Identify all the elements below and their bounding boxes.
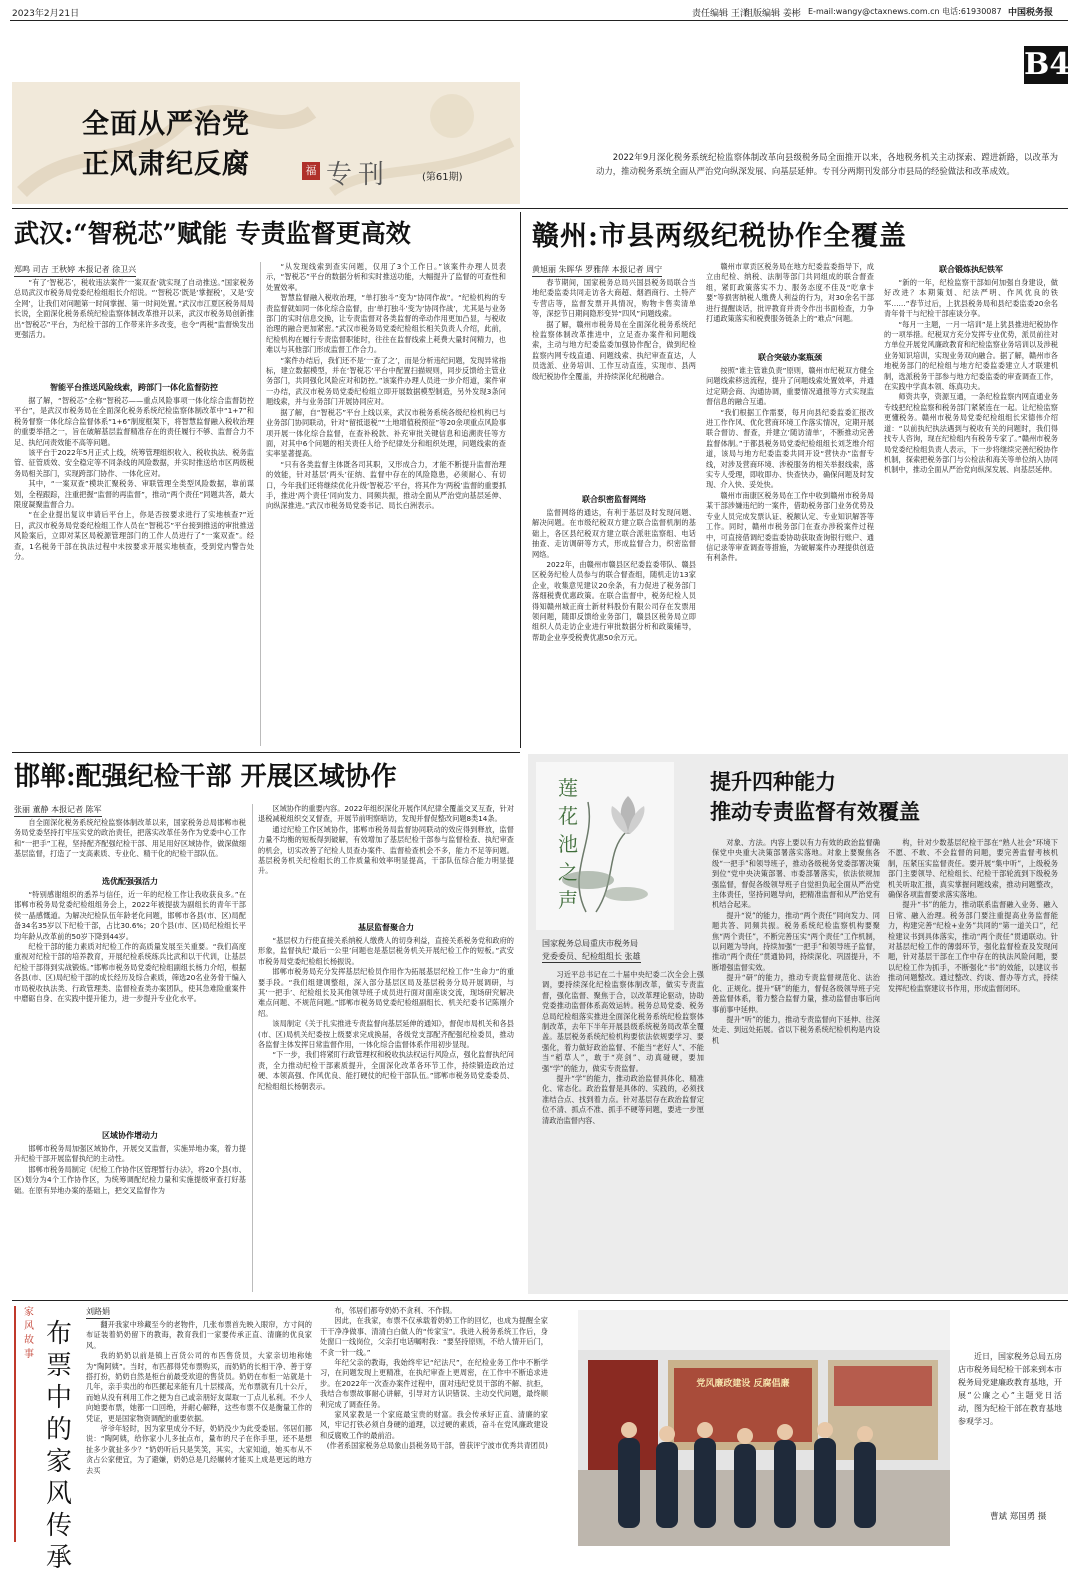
contact-info: E-mail:wangy@ctaxnews.com.cn 电话:61930087	[808, 7, 1002, 16]
wuhan-byline: 郑鸣 司吉 王秋婷 本报记者 徐卫兴	[14, 264, 136, 277]
ganzhou-headline: 赣州:市县两级纪税协作全覆盖	[532, 221, 907, 252]
handan-text-2	[14, 890, 246, 1126]
responsible-editor: 责任编辑 王洋	[692, 9, 749, 19]
paragraph: 年纪父亲的教诲，我始终牢记“纪法尺”，在纪检业务工作中不断学习，在问题发现上更精准，在执纪审查上更周密，在工作中不断追求进步。在2022年一次查办案件过程中，面对违纪党员干部的不解、抗拒，我结合布票故事耐心讲解，引导对方认识错误、主动交代问题，最终顺利完成了调查任务。	[320, 1358, 548, 1409]
issue-date: 2023年2月21日	[12, 9, 80, 19]
paragraph: 提升“学”的能力，推动政治监督具体化、精准化、常态化。政治监督是具体的、实践的，必须找准结合点、找到着力点。针对基层存在政治监督定位不清、抓点不准、抓手不硬等问题，要进一步厘清政治监督内容、	[542, 1074, 704, 1125]
banner-rule	[12, 208, 1068, 209]
page-number-badge: B4	[1024, 47, 1071, 82]
ganzhou-subhead-2: 联合突破办案瓶颈	[758, 353, 822, 362]
seal-stamp: 福	[302, 162, 320, 180]
ganzhou-subhead-3: 联合锻炼执纪铁军	[939, 265, 1003, 274]
paragraph: 赣州市章贡区税务局在地方纪委监委指导下，成立由纪检、纳税、法制等部门共同组成的联合督查组，紧盯政策落实不力、服务态度不佳及“吃拿卡要”等损害纳税人缴费人利益的行为，对30余名干部进行提醒谈话，批评教育并责令作出书面检查，力争打通政策落实和税费服务链条上的“难点”问题。	[706, 262, 874, 324]
family-text-1	[86, 1320, 312, 1546]
wuhan-headline: 武汉:“智税芯”赋能 专责监督更高效	[14, 219, 411, 248]
paragraph: 近日，国家税务总局五房店市税务局纪检干部来到本市税务局党建廉政教育基地，开展“公廉之心”主题党日活动，图为纪检干部在教育基地参观学习。	[958, 1352, 1062, 1426]
lotus-title-1: 提升四种能力	[710, 769, 836, 794]
special-label: 专刊	[326, 160, 391, 190]
lotus-icon	[536, 762, 674, 930]
paragraph: 该局制定《关于扎实推进专责监督向基层延伸的通知》，督促市局机关和各县(市、区)局机关纪委按上级要求完成换届，各级党支部配齐配强纪检委员，推动各监督主体发挥日常监督作用，一体化综合监督体系作用初步显现。	[258, 1019, 514, 1050]
ganzhou-byline: 黄旭丽 朱晖华 罗雅萍 本报记者 周宁	[532, 264, 662, 277]
paragraph: 爷爷年轻时，因为家里成分不好，奶奶没少为此受委屈。邻居们都说：“陶阿姨，给你家小儿多扯点布，量布的尺子在你手里，还不是想扯多少就扯多少？”奶奶听后只是笑笑，其实，大家知道，她买布从不贪占公家便宜，为了避嫌，奶奶总是几经辗转才能买上成是更远的地方去买	[86, 1424, 312, 1475]
paragraph: 春节期间，国家税务总局兴国县税务局联合当地纪委监委共同走访各大商超、烟酒商行、土特产专营店等，监督发票开具情况，购物卡售卖清单等，深挖节日期间隐形变异“四风”问题线索。	[532, 278, 696, 319]
paragraph: 提升“书”的能力，推动联系监督融入业务、融入日常、融入治理。税务部门要注重提高业务监督能力，构建完善“纪检+业务”共同的“第一道关口”，纪检建议书到具体落实，推动“两个责任”贯通联动。针对基层纪检工作的薄弱环节，强化监督检查及发现问题，针对基层干部在工作中存在的执法风险问题，要以纪检工作为抓手，不断强化“书”的效能，以建议书推动问题整改。通过整改、约谈、督办等方式，持续发挥纪检监察建议书作用，形成监督闭环。	[888, 900, 1058, 993]
handan-column-rule	[252, 804, 253, 1292]
ganzhou-subhead-1: 联合织密监督网络	[582, 495, 646, 504]
paragraph: 纪检干部的能力素质对纪检工作的高质量发展至关重要。“我们高度重视对纪检干部的培养教育，开展纪检系统练兵比武和以干代训，让基层纪检干部得到实战锻炼。”邯郸市税务局党委纪检组副组长杨力介绍，根据各县(市、区)局纪检干部的成长经历及综合素质，筛选20名业务骨干编入市局税收执法类、行政管理类、监督检查类办案团队，使其急难险重案件中磨砺自身、在实践中提升能力，进一步提升专业化水平。	[14, 942, 246, 1004]
wuhan-subhead-1: 智能平台推送风险线索，跨部门一体化监督防控	[50, 383, 218, 392]
paragraph: 翻开我家中珍藏至今的老物件，几张布票首先映入眼帘，方寸间的布证装着奶奶留下的教诲，教育我们一家要传承正直、清廉的优良家风。	[86, 1320, 312, 1350]
paragraph: 区域协作的重要内容。2022年组织深化开展作风纪律全覆盖交叉互查，针对退税减税组织交叉督查，开展节前明察暗访，发现并督促整改问题8类14条。	[258, 804, 514, 824]
paragraph: 布，邻居们都夸奶奶不贪利、不作假。	[334, 1306, 457, 1315]
lotus-text-2	[712, 838, 880, 1288]
family-author: 刘路娟	[86, 1306, 110, 1319]
handan-text-3	[14, 1144, 246, 1294]
lotus-logo-area	[536, 762, 674, 930]
paragraph: “特别感谢组织的悉养与信任，近一年的纪检工作让我收获良多。”在邯郸市税务局党委纪检组组务会上，2022年被提拔为副组长的青年干部侯一晶感慨道。为解决纪检队伍年龄老化问题，邯郸市各县(市、区)局配备34名35岁以下纪检干部，占比30.6%；20个县(市、区)局纪检组长平均年龄从改革前的50岁下降到44岁。	[14, 890, 246, 941]
paragraph: 家风家教是一个家庭最宝贵的财富。我会传承好正直、清廉的家风，牢记打铁必须自身硬的道理，以过硬的素质，奋斗在党风廉政建设和反腐败工作的最前沿。	[320, 1410, 548, 1440]
ganzhou-text-4	[706, 366, 874, 748]
handan-byline: 张丽 董静 本报记者 陈军	[14, 804, 102, 817]
paragraph: “只有各类监督主体既各司其职，又形成合力，才能不断提升监督治理的效能，针对基层‘两头’征纳、监督中存在的风险隐患，必须耐心、有切口，今年我们还将继续优化升级‘智税芯’平台，将其作为‘两税’监督的重要抓手，推进‘两个责任’同向发力、同频共振，推动全面从严治党向基层延伸、向纵深推进。”武汉市税务局党委书记、局长白洲表示。	[266, 459, 506, 511]
paragraph: “在企业提出复议申请后平台上，你是否按要求进行了实地核查?”近日，武汉市税务局党委纪检组工作人员在“智税芯”平台接到推送的审批推送风险案后，立即对某区局税源管理部门的工作人员进行了“一案双查”。经查，1名税务干部在执法过程中未按要求开展实地核查，受到党内警告处分。	[14, 510, 254, 562]
bottom-rule	[12, 1300, 1068, 1301]
paragraph: 提升“听”的能力，推动专责监督向下延伸、往深处走、到远处拓展。省以下税务系统纪检机构是内设机	[712, 1014, 880, 1045]
photo-credit: 曹斌 郑国勇 摄	[990, 1512, 1047, 1522]
photo-illustration	[578, 1310, 950, 1546]
layout-editor: 组版编辑 姜彬	[744, 9, 801, 19]
handan-subhead-3: 基层监督聚合力	[358, 923, 414, 932]
paragraph: 习近平总书记在二十届中央纪委二次全会上强调，要持续深化纪检监察体制改革，做实专责监督，强化监督、聚焦于合，以改革理论驱动，协助党委推动监督体系高效运转。税务总局党委、税务总局纪检组落实推进全面深化税务系统纪检监察体制改革，去年下半年开展县级系统税务局改革全覆盖。基层税务系统纪检机构要依法依规要学习、要强化，着力做好政治监督、不能当“老好人”、不能当“稻草人”，敢于“亮剑”、动真碰硬，要加强“学”的能力，做实专责监督。	[542, 970, 704, 1073]
paragraph: 据了解，赣州市税务局在全面深化税务系统纪检监察体制改革推进中，立足查办案件和问题线索，主动与地方纪委监委加强协作配合，做到纪检监察内网专线直通、问题线索、执纪审查直达，人员选派、业务培训、工作互动直连，实现市、县两级纪税协作全覆盖，并持续深化纪税融合。	[532, 319, 696, 381]
special-banner	[12, 82, 520, 204]
lotus-text-3	[888, 838, 1058, 1288]
wuhan-column-rule	[260, 262, 261, 746]
paragraph: 据了解，“智税芯”全称“智税芯——重点风险事项一体化综合监督防控平台”，是武汉市税务局在全面深化税务系统纪检监察体制改革中“1+7”和税务督察一体化综合监督体系“1+6”制度框架下，将智慧监督融入税收治理的重要举措之一，旨在破解基层监督精准存在的责任履行不够、监督合力不足、执纪问责效能不高等问题。	[14, 396, 254, 447]
paragraph: 该平台于2022年5月正式上线，统筹管理组织收入、税收执法、税务监管、征管质效、安全稳定等不同条线的风险数据，并实时推送给市区两级税务局相关部门，实现跨部门协作、一体化应对。	[14, 448, 254, 478]
paragraph: 其中，“一案双查”模块汇聚税务、审联管理全类型风险数据，靠前谋划，全程跟踪，注重把握“监督的再监督”，推动“两个责任”同题共答，最大限度凝聚监督合力。	[14, 479, 254, 510]
paragraph: 自全面深化税务系统纪检监察体制改革以来，国家税务总局邯郸市税务局党委坚持打牢压实党的政治责任，把落实改革任务作为党委中心工作和“一把手”工程，坚持配齐配强纪检干部、用足用好区域协作，做深做细基层监督，打造了一支高素质、专业化、精干化的纪检干部队伍。	[14, 818, 246, 859]
handan-subhead-2: 区域协作增动力	[102, 1131, 158, 1140]
handan-text-5	[258, 936, 514, 1292]
ganzhou-text-3	[706, 262, 874, 348]
paragraph: “我们根据工作需要，每月向县纪委监委汇报改进工作作风、优化营商环境工作落实情况，定期开展联合督访、督查，并建立‘随访清单’，不断推动完善监督体制。”于都县税务局党委纪检组组长刘芝维介绍道，该局与地方纪委监委共同开设“营快办”监督专线，对涉及营商环境、涉税服务的相关举报线索，落实专人受理，即收即办、快查快办，确保问题及时发现、介入快、妥处快。	[706, 407, 874, 490]
lotus-text-1	[542, 970, 704, 1288]
banner-title-1: 全面从严治党	[82, 109, 250, 140]
family-title: 布票中的家风传承	[45, 1319, 72, 1573]
wuhan-text-3	[266, 262, 506, 748]
news-photo	[578, 1310, 950, 1546]
paragraph: “下一步，我们将紧盯行政管理权和税收执法权运行风险点，强化监督执纪问责，全力推动纪检干部素质提升，全面深化改革各环节工作，持续锻造政治过硬、本领高强、作风优良、能打硬仗的纪检干部队伍。”邯郸市税务局党委委员、纪检组组长杨朝表示。	[258, 1050, 514, 1091]
paragraph: 赣州市南康区税务局在工作中收到赣州市税务局某干部涉嫌违纪的一案件，借助税务部门业务优势及专业人员完成发票认证、税额认定、专业知识解答等工作。同时，赣州市税务部门在查办涉税案件过程中，可直接借调纪委监委协助获取查询银行账户、通信记录等审查调查等措施，为破解案件办理提供创造有利条件。	[706, 490, 874, 563]
handan-subhead-1: 选优配强强活力	[102, 877, 158, 886]
paragraph: 2022年，由赣州市赣县区纪委监委带队、赣县区税务纪检人员参与的联合督查组，随机走访13家企业，收集意见建议20余条，有力促进了税务部门落细税费优惠政策。在联合监督中，税务纪检人员得知赣州城正商士新材料股份有限公司存在发票用领问题，随即反馈给业务部门，赣县区税务局立即组织人员走访企业进行审批数据分析和政策辅导，帮助企业享受税费优惠50余万元。	[532, 560, 696, 642]
paragraph: 智慧监督融入税收治理，“单打独斗”变为“协同作战”。“纪检机构的专责监督就如同一体化综合监督，由‘单打独斗’变为‘协同作战’，尤其是与业务部门的实时信息交换，让专责监督对各类监督的牵动作用更加凸显，与税收治理的融合更加紧密。”武汉市税务局党委纪检组长相关负责人介绍，此前，纪检机构在履行专责监督职能时，往往在监督线索上耗费大量时间精力，也难以与其他部门形成监督工作合力。	[266, 293, 506, 355]
lotus-column-name: 莲花池之声	[558, 776, 578, 912]
paragraph: 师资共享，资源互通，一条纪检监察内网直通业务专线把纪检监察和税务部门紧紧连在一起。让纪检监察更懂税务。赣州市税务局党委纪检组组长宋德伟介绍道：“以前执纪执法遇到与税收有关的问题时，我们得找专人咨询，现在纪检组内有税务专家了。”赣州市税务局党委纪检组负责人表示，下一步将继续完善纪税协作机制，探索把税务部门与公检法和海关等单位纳入协同机制中，推动全面从严治党向纵深发展、向基层延伸。	[884, 392, 1058, 475]
mid-rule-left	[12, 752, 520, 753]
paragraph: “案件办结后，我们还不是‘一查了之’，而是分析违纪问题，发现异常指标，建立数据模型，并在‘智税芯’平台中配置扫描规则，同步反馈给主管业务部门，共同强化风险应对和防控。”该案件办理人员进一步介绍道，案件审一办结，武汉市税务局党委纪检组立即开展数据模型制造，另外发现3条问题线索，并与业务部门开展协同应对。	[266, 355, 506, 407]
ganzhou-text-2	[532, 508, 696, 748]
handan-text-1	[14, 818, 246, 872]
handan-headline: 邯郸:配强纪检干部 开展区域协作	[14, 762, 397, 792]
center-rule-top	[520, 212, 521, 748]
paragraph: 提升“研”的能力，推动专责监督规范化、法治化、正规化。提升“研”的能力，督促各级领导班子完善监督体系，着力整合监督力量，推动监督由事后向事前事中延伸。	[712, 973, 880, 1014]
lotus-author-org: 国家税务总局重庆市税务局	[542, 939, 638, 948]
banner-title-2: 正风肃纪反腐	[82, 149, 250, 180]
paragraph: 据了解，自“智税芯”平台上线以来，武汉市税务系统各级纪检机构已与业务部门协同联动，针对“留抵退税”“土地增值税预征”等20余项重点风险事项开展一体化综合监督，在查补税款、补充审批关键信息和追溯责任等方面，对其中6个问题的相关责任人给予纪律处分和组织处理，问题线索的查实率显著提高。	[266, 407, 506, 459]
paragraph: 通过纪检工作区域协作，邯郸市税务局监督协同联动的效应得到释放，监督力量不均衡的短板得到破解，有效增加了基层纪检干部参与监督检查、执纪审查的机会，切实改善了纪检人员查办案件、监督检查机会不多，能力不足等问题。基层税务机关纪检组长的工作质量和效率明显提高，干部队伍综合能力明显提升。	[258, 824, 514, 876]
paragraph: “从发现线索到查实问题，仅用了3个工作日。”该案件办理人员表示，“智税芯”平台的数据分析和实时推送功能，大幅提升了监督的可查性和处置效率。	[266, 262, 506, 292]
paragraph: 我的奶奶以前是镇上百货公司的布匹售货员，大家亲切地称她为“陶阿姨”。当时，布匹都得凭布票购买，而奶奶的长相干净、善于穿搭打扮，奶奶自然是柜台前最受欢迎的售货员。奶奶在布柜一站就是十几年，亲手卖出的布匹摞起来能有几十层楼高，光布票就有几十公斤，而她从没有利用工作之便为自己或亲朋好友谋取一丁点儿私利。不少人向她要布票，她都一口回绝，并耐心解释，这些布票不仅是衡量工作的凭证，更是国家物资调配的重要依据。	[86, 1351, 312, 1423]
paragraph: 邯郸市税务局充分发挥基层纪检员作用作为拓展基层纪检工作“生命力”的重要手段。“我们组建调整组，深入部分基层区局及基层税务分局开展调研，与其‘一把手’、纪检组长及其他领导班子成员进行面对面座谈交流，现场研究解决难点问题、不规范问题。”邯郸市税务局党委纪检组副组长、机关纪委书记陈刚介绍。	[258, 967, 514, 1018]
paragraph: “有了‘智税芯’，税收违法案件‘一案双查’就实现了自动推送。”国家税务总局武汉市税务局党委纪检组组长介绍说。“‘智税芯’既是‘掌握税’，又是‘安全网’，让我们对问题第一时间掌握、第一时间处置。”武汉市江夏区税务局局长说，全面深化税务系统纪检监察体制改革推开以来，武汉市税务局创新推出“智税芯”平台，为纪检干部的工作带来许多改变，也令“两税”监督焕发出更强活力。	[14, 278, 254, 340]
header-rule	[10, 20, 1068, 21]
wuhan-text-1	[14, 278, 254, 378]
paragraph: “每月一主题，一月一培训”是上犹县推进纪税协作的一项举措。纪税双方充分发挥专业优势，派员前往对方单位开展党风廉政教育和纪检监察业务培训以及涉税业务知识培训，实现业务双向融合。据了解，赣州市各地税务部门的纪检组与地方纪委监委建立人才联建机制，选派税务干部参与地方纪委监委的审查调查工作，在实践中学真本领、练真功夫。	[884, 319, 1058, 392]
handan-text-4	[258, 804, 514, 920]
paragraph: “基层权力行使直接关系纳税人缴费人的切身利益，直接关系税务党和政府的形象，监督执纪‘最后一公里’问题也是基层税务机关开展纪检工作的短板。”武安市税务局党委纪检组长杨振说。	[258, 936, 514, 966]
family-section-label: 家风故事	[24, 1307, 34, 1360]
paragraph: 按照“谁主管谁负责”原则，赣州市纪税双方健全问题线索移送流程，提升了问题线索处置效率，并通过定期会商、沟通协调，重要情况通报等方式实现监督信息的融合互通。	[706, 366, 874, 407]
issue-number: (第61期)	[422, 172, 463, 183]
paper-name: 中国税务报	[1008, 8, 1054, 18]
family-accent-bar	[14, 1306, 16, 1542]
paragraph: 监督网络的通达，有利于基层及时发现问题、解决问题。在市级纪税双方建立联合监督机制的基础上，各区县纪税双方建立联合派驻监察组、电话抽查、走访调研等方式，形成监督合力，织密监督网络。	[532, 508, 696, 559]
wuhan-text-2	[14, 396, 254, 748]
ganzhou-text-1	[532, 278, 696, 490]
paragraph: 对象、方法。内容上要以有力有效的政治监督确保党中央重大决策部署落实落地。对象上要聚焦各级“一把手”和领导班子，推动各级税务党委部署决策到位“党中央决策部署、市委部署落实，依法依规加强监督，督促各级领导班子自觉担负起全面从严治党主体责任，坚持问题导向，把精准监督和从严治党有机结合起来。	[712, 838, 880, 910]
paragraph: 邯郸市税务局加强区域协作，开展交叉监督，实施异地办案，着力提升纪检干部开展监督执纪的主动性。	[14, 1144, 246, 1164]
family-text-2	[320, 1306, 548, 1546]
paragraph: 构，针对少数基层纪检干部在“熟人社会”环境下不愿、不敢、不会监督的问题，要完善监督考核机制，压紧压实监督责任。要开展“集中听”，上级税务部门主要领导、纪检组长、纪检干部轮流到下级税务机关听取汇报，真实掌握问题线索，推动问题整改，确保各项监督要求落实落地。	[888, 838, 1058, 900]
paragraph: (作者系国家税务总局象山县税务局干部，曾获评宁波市优秀共青团员)	[326, 1441, 548, 1451]
photo-caption	[958, 1350, 1062, 1500]
paragraph: 因此，在我家，布票不仅承载着奶奶工作的回忆，也成为提醒全家干干净净做事、清清白白做人的“传家宝”。我进入税务系统工作后，身处窗口一线岗位，父亲打电话嘱咐我：“要坚持原则，不给人情开后门，不贪一针一线。”	[320, 1316, 548, 1357]
paragraph: 提升“说”的能力，推动“两个责任”同向发力、同题共答、同频共振。税务系统纪检监察机构要聚焦“两个责任”，不断完善压实“两个责任”工作机制，以问题为导向，持续加强“一把手”和领导班子监督，推动“两个责任”贯通协同，持续深化、巩固提升，不断增强监督实效。	[712, 910, 880, 972]
lotus-author-title: 党委委员、纪检组组长 张雄	[542, 952, 641, 961]
photo-board-text: 党风廉政建设 反腐倡廉	[696, 1379, 790, 1389]
paragraph: 邯郸市税务局制定《纪检工作协作区管理暂行办法》，将20个县(市、区)划分为4个工作协作区，为统筹调配纪检力量和实施提级审查打好基础。在原有异地办案的基础上，把交叉监督作为	[14, 1164, 246, 1195]
paragraph: “新的一年，纪检监察干部如何加强自身建设，做好改进？本期策划、纪法严明、作风优良的铁军……”春节过后，上犹县税务局和县纪委监委20余名青年骨干与纪检干部座谈分享。	[884, 278, 1058, 319]
lotus-title-2: 推动专责监督有效覆盖	[710, 799, 920, 824]
ganzhou-text-5	[884, 278, 1058, 748]
banner-intro: 2022年9月深化税务系统纪检监察体制改革向县级税务局全面推开以来，各地税务机关主动探索、蹚进新路，以改革为动力，推动税务系统全面从严治党向纵深发展、向基层延伸。专刊分两期刊发部分市县局的经验做法和改革成效。	[596, 152, 1058, 176]
